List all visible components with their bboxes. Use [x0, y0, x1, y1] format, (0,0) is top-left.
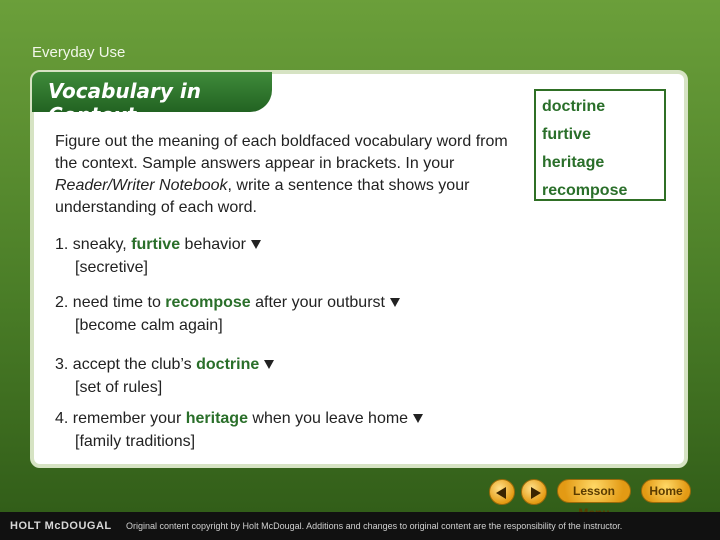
sample-answer: [become calm again]	[75, 317, 223, 334]
arrow-right-icon	[531, 487, 541, 499]
item-text: behavior	[180, 236, 246, 253]
publisher-logo: HOLT McDOUGAL	[10, 520, 112, 532]
item-text: 4. remember your	[55, 410, 186, 427]
sample-answer: [set of rules]	[75, 379, 163, 396]
arrow-left-icon	[496, 487, 506, 499]
vocab-item-1	[55, 233, 261, 279]
sample-answer: [secretive]	[75, 259, 148, 276]
word-bank-item: doctrine	[542, 98, 606, 115]
instructions-text-2: , write a sentence that shows your understanding of each word.	[55, 177, 470, 216]
item-text: 3. accept the club’s	[55, 356, 197, 373]
item-text: 1. sneaky,	[55, 236, 132, 253]
reveal-answer-arrow-icon[interactable]	[413, 414, 423, 423]
lesson-menu-button[interactable]: Lesson	[557, 479, 631, 503]
vocab-item-3	[55, 353, 274, 399]
title-banner	[32, 72, 272, 127]
reveal-answer-arrow-icon[interactable]	[251, 240, 261, 249]
word-bank-item: heritage	[542, 154, 605, 171]
vocab-item-4	[55, 407, 423, 453]
item-text: after your outburst	[250, 294, 385, 311]
word-bank-item: recompose	[542, 182, 628, 199]
page-title: Vocabulary in Context	[48, 79, 201, 127]
section-label: Everyday Use	[32, 44, 126, 61]
vocab-word: furtive	[131, 236, 181, 253]
word-bank	[534, 89, 666, 201]
word-bank-item: furtive	[542, 126, 591, 143]
home-button[interactable]: Home	[641, 479, 691, 503]
instructions-text-1: Figure out the meaning of each boldfaced vocabulary word from the context. Sample answers appear in brackets. In your	[55, 133, 508, 172]
sample-answer: [family traditions]	[75, 433, 196, 450]
instructions	[55, 131, 515, 219]
vocab-word: doctrine	[196, 356, 260, 373]
notebook-title: Reader/Writer Notebook	[55, 177, 228, 194]
footer	[0, 512, 720, 540]
item-text: when you leave home	[247, 410, 409, 427]
vocab-item-2	[55, 291, 400, 337]
next-button[interactable]	[521, 479, 547, 505]
vocab-word: recompose	[165, 294, 251, 311]
previous-button[interactable]	[489, 479, 515, 505]
vocab-word: heritage	[185, 410, 248, 427]
reveal-answer-arrow-icon[interactable]	[390, 298, 400, 307]
item-text: 2. need time to	[55, 294, 166, 311]
reveal-answer-arrow-icon[interactable]	[264, 360, 274, 369]
copyright-text: Original content copyright by Holt McDougal. Additions and changes to original content are the responsibility of the instructor.	[126, 521, 623, 531]
